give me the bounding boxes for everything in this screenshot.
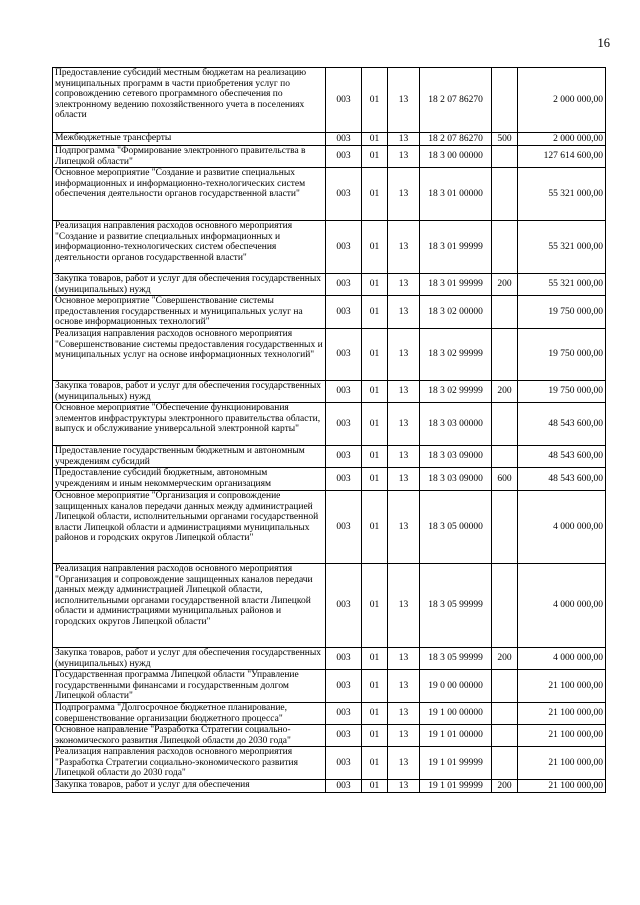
row-amount: 19 750 000,00 xyxy=(518,381,606,403)
row-target-code: 18 3 01 99999 xyxy=(420,221,492,274)
row-target-code: 18 3 01 00000 xyxy=(420,168,492,221)
row-subsection-code: 13 xyxy=(388,296,420,329)
row-expense-type xyxy=(492,403,518,446)
row-subsection-code: 13 xyxy=(388,564,420,648)
row-section-code: 01 xyxy=(362,221,388,274)
row-ministry-code: 003 xyxy=(326,703,362,725)
table-row xyxy=(53,703,606,725)
row-target-code: 18 3 02 99999 xyxy=(420,381,492,403)
table-row xyxy=(53,274,606,296)
row-subsection-code: 13 xyxy=(388,491,420,564)
row-name: Основное мероприятие "Организация и сопровождение защищенных каналов передачи данных между администрацией Липецкой области, исполнительными органами государственной власти Липецкой области и администрациями муниципальных районов и городских округов Липецкой области" xyxy=(53,491,326,564)
row-name: Государственная программа Липецкой области "Управление государственными финансами и государственным долгом Липецкой области" xyxy=(53,670,326,703)
row-amount: 21 100 000,00 xyxy=(518,670,606,703)
row-section-code: 01 xyxy=(362,747,388,780)
row-expense-type: 200 xyxy=(492,648,518,670)
row-target-code: 18 3 05 99999 xyxy=(420,564,492,648)
row-expense-type xyxy=(492,296,518,329)
row-amount: 4 000 000,00 xyxy=(518,491,606,564)
row-amount: 19 750 000,00 xyxy=(518,296,606,329)
row-name: Закупка товаров, работ и услуг для обеспечения государственных (муниципальных) нужд xyxy=(53,648,326,670)
row-section-code: 01 xyxy=(362,296,388,329)
table-row xyxy=(53,564,606,648)
page-number: 16 xyxy=(597,36,610,50)
row-section-code: 01 xyxy=(362,446,388,468)
row-ministry-code: 003 xyxy=(326,747,362,780)
row-ministry-code: 003 xyxy=(326,403,362,446)
row-section-code: 01 xyxy=(362,329,388,381)
row-expense-type xyxy=(492,703,518,725)
row-ministry-code: 003 xyxy=(326,221,362,274)
row-subsection-code: 13 xyxy=(388,725,420,747)
row-ministry-code: 003 xyxy=(326,491,362,564)
row-section-code: 01 xyxy=(362,403,388,446)
row-ministry-code: 003 xyxy=(326,146,362,168)
row-ministry-code: 003 xyxy=(326,133,362,146)
row-ministry-code: 003 xyxy=(326,329,362,381)
table-row xyxy=(53,648,606,670)
row-target-code: 19 1 01 00000 xyxy=(420,725,492,747)
table-row xyxy=(53,329,606,381)
row-name: Реализация направления расходов основного мероприятия "Создание и развитие специальных информационных и информационно-технологических систем обеспечения деятельности органов государственной власти" xyxy=(53,221,326,274)
table-row xyxy=(53,133,606,146)
row-subsection-code: 13 xyxy=(388,221,420,274)
row-expense-type xyxy=(492,221,518,274)
table-row xyxy=(53,468,606,491)
row-name: Основное мероприятие "Создание и развитие специальных информационных и информационно-технологических систем обеспечения деятельности органов государственной власти" xyxy=(53,168,326,221)
row-expense-type: 200 xyxy=(492,780,518,793)
row-target-code: 18 3 05 00000 xyxy=(420,491,492,564)
row-section-code: 01 xyxy=(362,146,388,168)
table-row xyxy=(53,491,606,564)
row-name: Закупка товаров, работ и услуг для обеспечения государственных (муниципальных) нужд xyxy=(53,274,326,296)
row-target-code: 18 3 03 00000 xyxy=(420,403,492,446)
row-name: Реализация направления расходов основного мероприятия "Совершенствование системы предоставления государственных и муниципальных услуг на основе информационных технологий" xyxy=(53,329,326,381)
row-subsection-code: 13 xyxy=(388,648,420,670)
row-amount: 48 543 600,00 xyxy=(518,446,606,468)
row-subsection-code: 13 xyxy=(388,670,420,703)
row-name: Основное мероприятие "Совершенствование системы предоставления государственных и муниципальных услуг на основе информационных технологий" xyxy=(53,296,326,329)
row-name: Закупка товаров, работ и услуг для обеспечения xyxy=(53,780,326,793)
row-ministry-code: 003 xyxy=(326,564,362,648)
row-target-code: 18 3 05 99999 xyxy=(420,648,492,670)
row-name: Предоставление государственным бюджетным и автономным учреждениям субсидий xyxy=(53,446,326,468)
row-expense-type xyxy=(492,491,518,564)
row-section-code: 01 xyxy=(362,780,388,793)
row-ministry-code: 003 xyxy=(326,780,362,793)
row-section-code: 01 xyxy=(362,68,388,133)
row-subsection-code: 13 xyxy=(388,780,420,793)
row-subsection-code: 13 xyxy=(388,446,420,468)
row-target-code: 18 2 07 86270 xyxy=(420,68,492,133)
row-ministry-code: 003 xyxy=(326,68,362,133)
row-target-code: 18 2 07 86270 xyxy=(420,133,492,146)
row-name: Подпрограмма "Долгосрочное бюджетное планирование, совершенствование организации бюджетного процесса" xyxy=(53,703,326,725)
row-amount: 19 750 000,00 xyxy=(518,329,606,381)
row-target-code: 19 1 01 99999 xyxy=(420,780,492,793)
row-expense-type xyxy=(492,146,518,168)
table-row xyxy=(53,146,606,168)
row-name: Основное направление "Разработка Стратегии социально-экономического развития Липецкой области до 2030 года" xyxy=(53,725,326,747)
row-name: Предоставление субсидий бюджетным, автономным учреждениям и иным некоммерческим организациям xyxy=(53,468,326,491)
row-expense-type xyxy=(492,670,518,703)
row-expense-type: 500 xyxy=(492,133,518,146)
row-section-code: 01 xyxy=(362,670,388,703)
row-ministry-code: 003 xyxy=(326,670,362,703)
row-amount: 2 000 000,00 xyxy=(518,133,606,146)
row-target-code: 19 1 01 99999 xyxy=(420,747,492,780)
row-amount: 21 100 000,00 xyxy=(518,725,606,747)
table-row xyxy=(53,670,606,703)
row-target-code: 18 3 00 00000 xyxy=(420,146,492,168)
row-expense-type: 200 xyxy=(492,274,518,296)
row-ministry-code: 003 xyxy=(326,468,362,491)
row-amount: 21 100 000,00 xyxy=(518,703,606,725)
row-expense-type: 600 xyxy=(492,468,518,491)
row-amount: 21 100 000,00 xyxy=(518,747,606,780)
row-ministry-code: 003 xyxy=(326,274,362,296)
row-amount: 4 000 000,00 xyxy=(518,564,606,648)
row-amount: 48 543 600,00 xyxy=(518,468,606,491)
row-expense-type xyxy=(492,329,518,381)
row-expense-type xyxy=(492,68,518,133)
row-subsection-code: 13 xyxy=(388,133,420,146)
row-name: Подпрограмма "Формирование электронного правительства в Липецкой области" xyxy=(53,146,326,168)
row-subsection-code: 13 xyxy=(388,68,420,133)
row-section-code: 01 xyxy=(362,648,388,670)
row-section-code: 01 xyxy=(362,703,388,725)
row-subsection-code: 13 xyxy=(388,329,420,381)
row-target-code: 18 3 02 00000 xyxy=(420,296,492,329)
table-row xyxy=(53,403,606,446)
row-section-code: 01 xyxy=(362,133,388,146)
row-section-code: 01 xyxy=(362,468,388,491)
row-subsection-code: 13 xyxy=(388,168,420,221)
row-amount: 2 000 000,00 xyxy=(518,68,606,133)
row-target-code: 18 3 01 99999 xyxy=(420,274,492,296)
row-section-code: 01 xyxy=(362,725,388,747)
row-ministry-code: 003 xyxy=(326,446,362,468)
row-amount: 21 100 000,00 xyxy=(518,780,606,793)
row-amount: 55 321 000,00 xyxy=(518,221,606,274)
row-section-code: 01 xyxy=(362,564,388,648)
row-expense-type xyxy=(492,564,518,648)
row-name: Предоставление субсидий местным бюджетам на реализацию муниципальных программ в части приобретения услуг по сопровождению сетевого программного обеспечения по электронному ведению похозяйственного учета в поселениях области xyxy=(53,68,326,133)
row-expense-type xyxy=(492,725,518,747)
row-subsection-code: 13 xyxy=(388,703,420,725)
row-expense-type xyxy=(492,747,518,780)
row-target-code: 18 3 03 09000 xyxy=(420,446,492,468)
row-expense-type xyxy=(492,446,518,468)
row-ministry-code: 003 xyxy=(326,168,362,221)
table-row xyxy=(53,296,606,329)
row-name: Закупка товаров, работ и услуг для обеспечения государственных (муниципальных) нужд xyxy=(53,381,326,403)
table-row xyxy=(53,381,606,403)
row-expense-type xyxy=(492,168,518,221)
row-section-code: 01 xyxy=(362,168,388,221)
row-name: Основное мероприятие "Обеспечение функционирования элементов инфраструктуры электронного правительства области, выпуск и обслуживание универсальной электронной карты" xyxy=(53,403,326,446)
row-section-code: 01 xyxy=(362,274,388,296)
table-row xyxy=(53,168,606,221)
row-target-code: 19 0 00 00000 xyxy=(420,670,492,703)
table-row xyxy=(53,446,606,468)
table-row xyxy=(53,747,606,780)
row-amount: 55 321 000,00 xyxy=(518,274,606,296)
row-amount: 55 321 000,00 xyxy=(518,168,606,221)
row-expense-type: 200 xyxy=(492,381,518,403)
row-name: Межбюджетные трансферты xyxy=(53,133,326,146)
table-row xyxy=(53,68,606,133)
row-subsection-code: 13 xyxy=(388,146,420,168)
row-subsection-code: 13 xyxy=(388,747,420,780)
row-target-code: 18 3 03 09000 xyxy=(420,468,492,491)
row-ministry-code: 003 xyxy=(326,725,362,747)
row-ministry-code: 003 xyxy=(326,381,362,403)
row-amount: 4 000 000,00 xyxy=(518,648,606,670)
row-subsection-code: 13 xyxy=(388,403,420,446)
row-amount: 127 614 600,00 xyxy=(518,146,606,168)
table-row xyxy=(53,780,606,793)
table-row xyxy=(53,221,606,274)
row-name: Реализация направления расходов основного мероприятия "Разработка Стратегии социально-экономического развития Липецкой области до 2030 года" xyxy=(53,747,326,780)
budget-table-body xyxy=(53,68,606,793)
row-ministry-code: 003 xyxy=(326,648,362,670)
row-amount: 48 543 600,00 xyxy=(518,403,606,446)
row-subsection-code: 13 xyxy=(388,381,420,403)
row-target-code: 18 3 02 99999 xyxy=(420,329,492,381)
row-name: Реализация направления расходов основного мероприятия "Организация и сопровождение защищенных каналов передачи данных между администрацией Липецкой области, исполнительными органами государственной власти Липецкой области и администрациями муниципальных районов и городских округов Липецкой области" xyxy=(53,564,326,648)
row-section-code: 01 xyxy=(362,491,388,564)
row-subsection-code: 13 xyxy=(388,274,420,296)
table-row xyxy=(53,725,606,747)
row-section-code: 01 xyxy=(362,381,388,403)
row-target-code: 19 1 00 00000 xyxy=(420,703,492,725)
row-ministry-code: 003 xyxy=(326,296,362,329)
budget-table xyxy=(52,67,606,793)
row-subsection-code: 13 xyxy=(388,468,420,491)
